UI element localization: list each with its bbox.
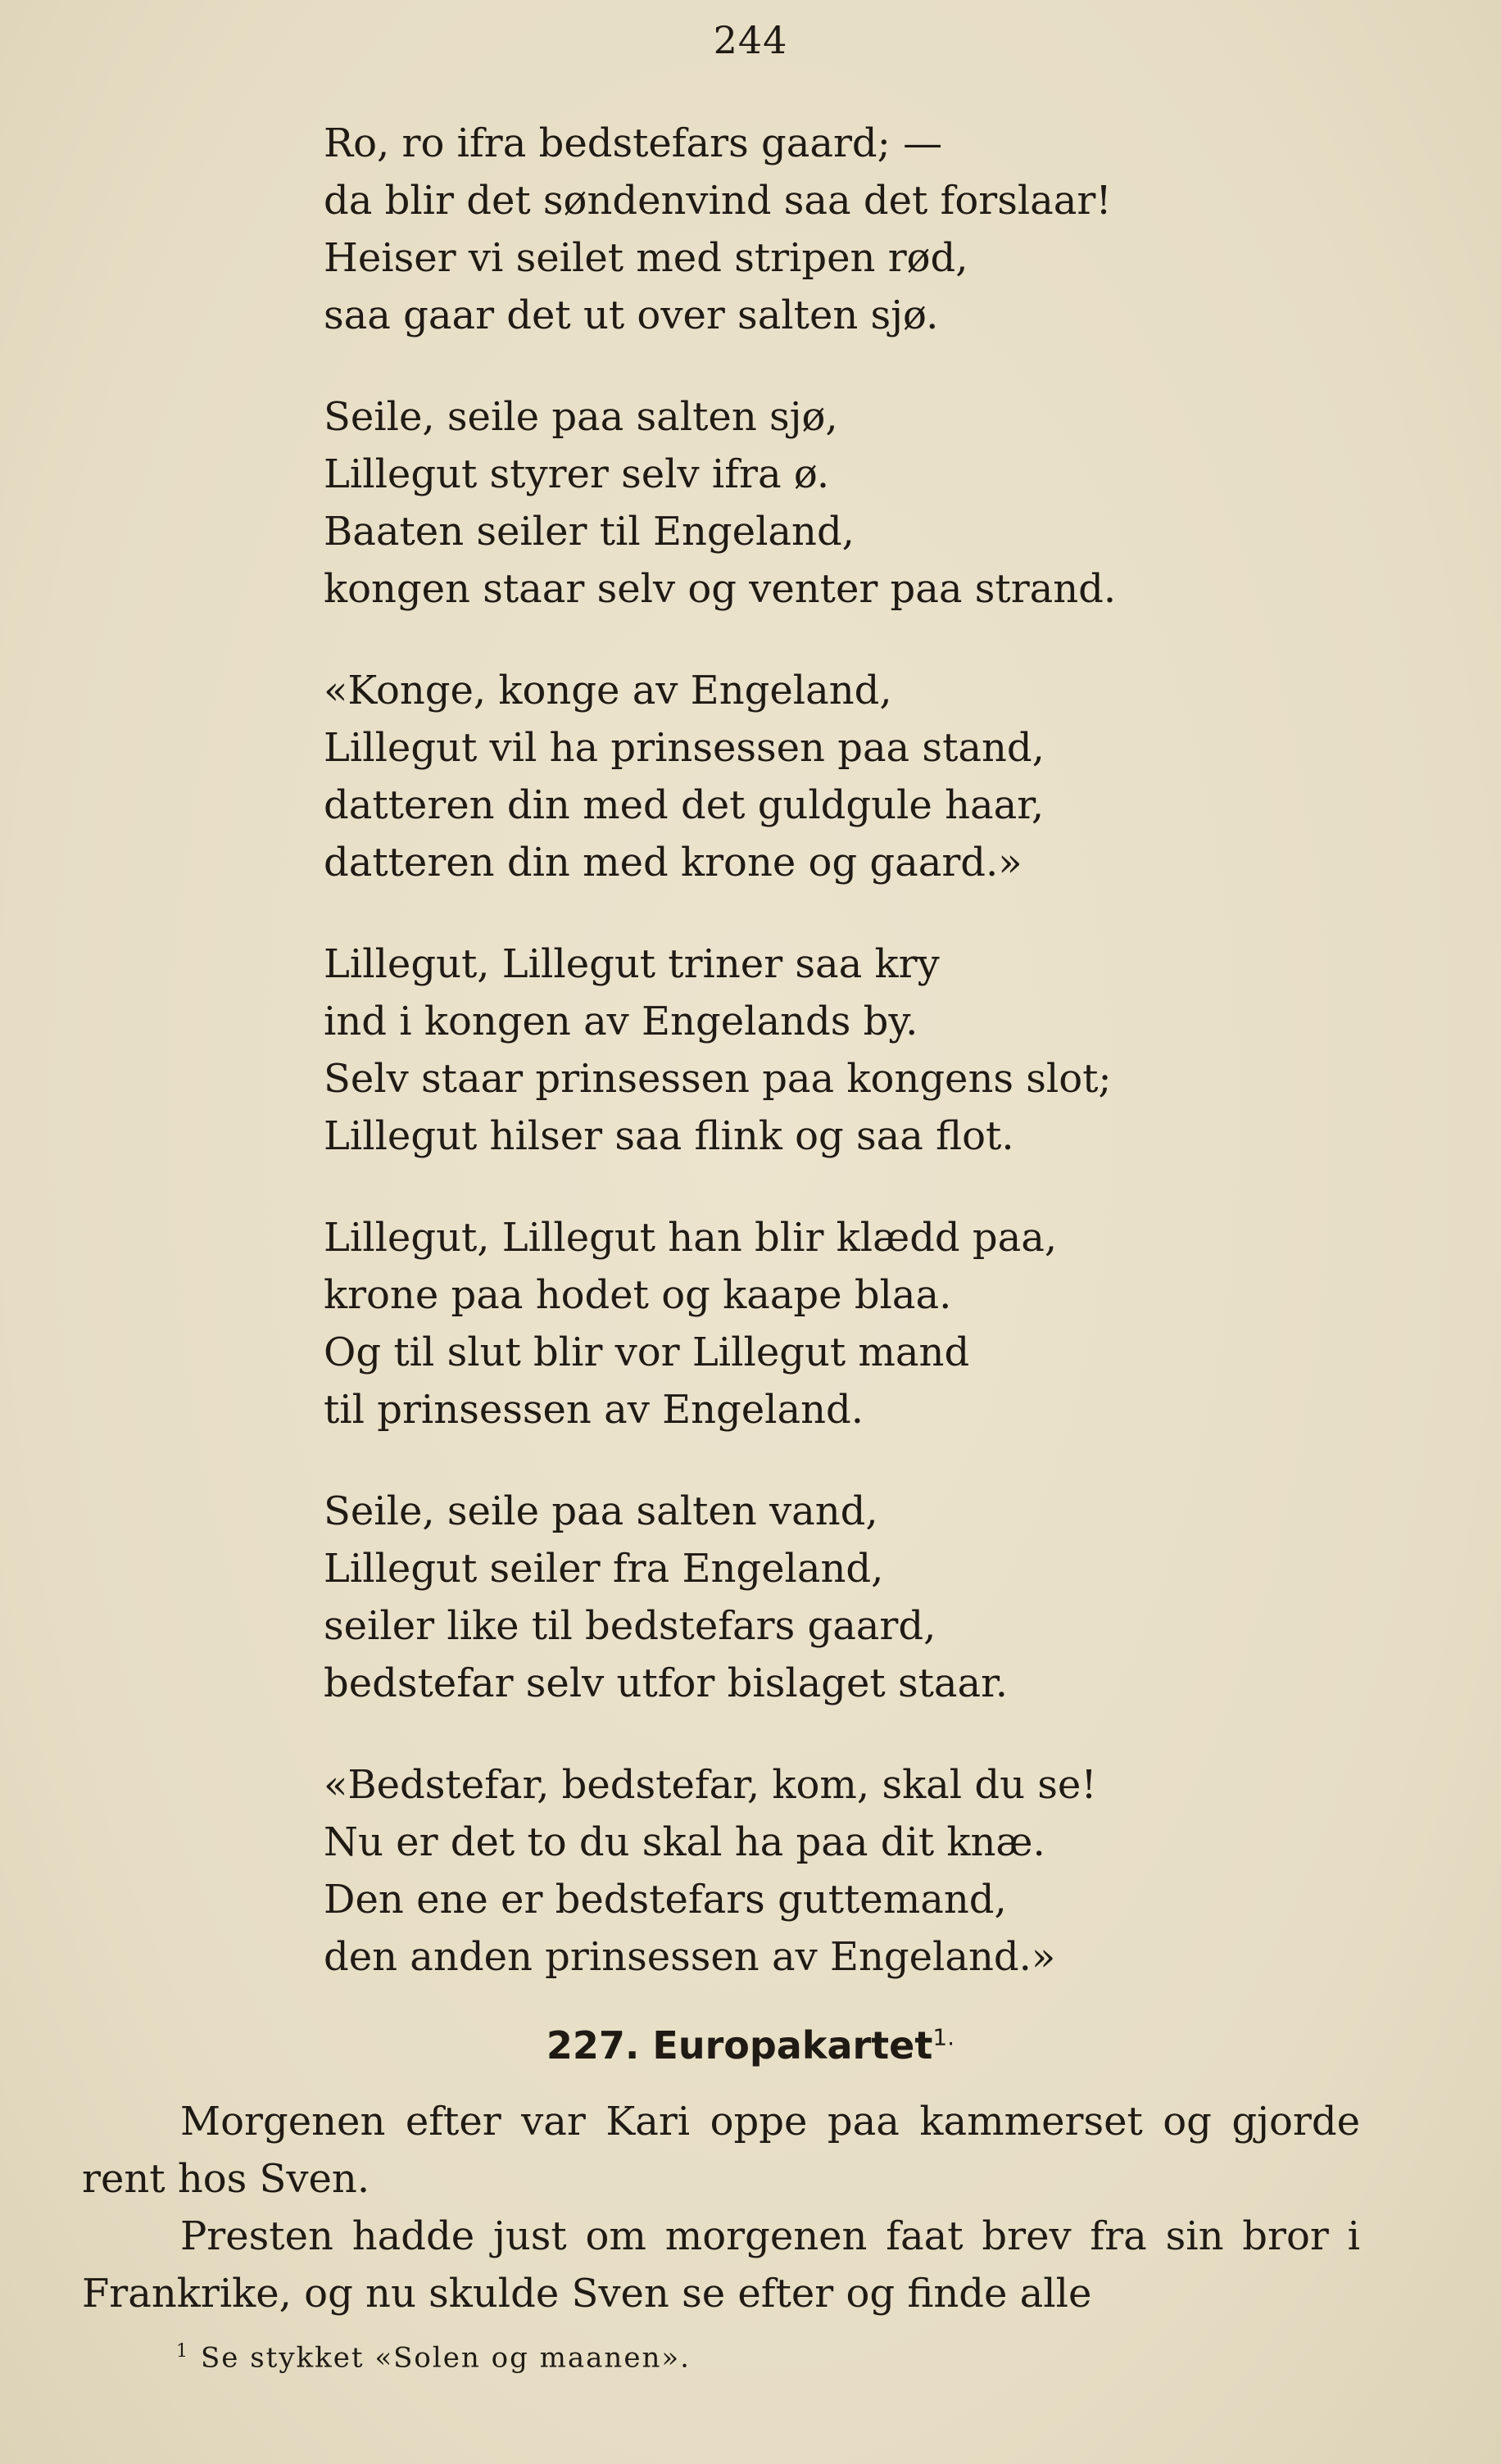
poem-line: ind i kongen av Engelands by. bbox=[324, 999, 918, 1044]
poem-line: Lillegut styrer selv ifra ø. bbox=[324, 451, 830, 497]
poem-line: krone paa hodet og kaape blaa. bbox=[324, 1272, 952, 1318]
stanza bbox=[324, 115, 1225, 344]
poem-line: til prinsessen av Engeland. bbox=[324, 1387, 864, 1433]
poem-line: bedstefar selv utfor bislaget staar. bbox=[324, 1660, 1009, 1706]
poem-line: datteren din med krone og gaard.» bbox=[324, 840, 1023, 886]
page-number: 244 bbox=[713, 18, 788, 62]
poem-line: Den ene er bedstefars guttemand, bbox=[324, 1877, 1007, 1923]
prose-body bbox=[82, 2093, 1360, 2322]
poem-line: Lillegut, Lillegut han blir klædd paa, bbox=[324, 1215, 1058, 1261]
footnote-marker: 1 bbox=[176, 2341, 189, 2362]
stanza bbox=[324, 935, 1225, 1165]
poem-line: Baaten seiler til Engeland, bbox=[324, 509, 855, 555]
poem-line: Lillegut vil ha prinsessen paa stand, bbox=[324, 725, 1045, 771]
stanza bbox=[324, 662, 1225, 891]
paragraph: Morgenen efter var Kari oppe paa kammerset og gjorde rent hos Sven. bbox=[82, 2099, 1360, 2202]
poem-line: Selv staar prinsessen paa kongens slot; bbox=[324, 1056, 1112, 1102]
poem-line: den anden prinsessen av Engeland.» bbox=[324, 1934, 1056, 1980]
poem-line: da blir det søndenvind saa det forslaar! bbox=[324, 178, 1112, 224]
poem-line: Og til slut blir vor Lillegut mand bbox=[324, 1329, 970, 1375]
stanza bbox=[324, 1756, 1225, 1986]
poem-line: Lillegut seiler fra Engeland, bbox=[324, 1546, 884, 1592]
poem-line: Seile, seile paa salten vand, bbox=[324, 1488, 878, 1534]
poem-line: Heiser vi seilet med stripen rød, bbox=[324, 235, 968, 281]
poem-line: «Konge, konge av Engeland, bbox=[324, 668, 892, 713]
poem-line: Lillegut, Lillegut triner saa kry bbox=[324, 941, 940, 987]
footnote bbox=[176, 2341, 691, 2374]
section-number: 227. bbox=[546, 2023, 640, 2068]
stanza bbox=[324, 1209, 1225, 1438]
poem-line: kongen staar selv og venter paa strand. bbox=[324, 566, 1117, 612]
poem-line: Lillegut hilser saa flink og saa flot. bbox=[324, 1113, 1014, 1159]
section-heading bbox=[0, 2023, 1501, 2068]
poem-line: Nu er det to du skal ha paa dit knæ. bbox=[324, 1819, 1045, 1865]
poem-line: Ro, ro ifra bedstefars gaard; — bbox=[324, 120, 943, 166]
poem-line: saa gaar det ut over salten sjø. bbox=[324, 292, 939, 338]
poem-line: seiler like til bedstefars gaard, bbox=[324, 1603, 936, 1649]
poem bbox=[324, 115, 1225, 2030]
poem-line: datteren din med det guldgule haar, bbox=[324, 782, 1045, 828]
poem-line: Seile, seile paa salten sjø, bbox=[324, 394, 838, 440]
poem-line: «Bedstefar, bedstefar, kom, skal du se! bbox=[324, 1762, 1097, 1808]
section-title: Europakartet bbox=[652, 2023, 933, 2068]
footnote-text: Se stykket «Solen og maanen». bbox=[201, 2341, 691, 2375]
stanza bbox=[324, 1483, 1225, 1712]
stanza bbox=[324, 388, 1225, 618]
paragraph: Presten hadde just om morgenen faat brev fra sin bror i Frankrike, og nu skulde Sven se efter og finde alle bbox=[82, 2213, 1360, 2317]
footnote-reference: 1. bbox=[932, 2023, 955, 2051]
